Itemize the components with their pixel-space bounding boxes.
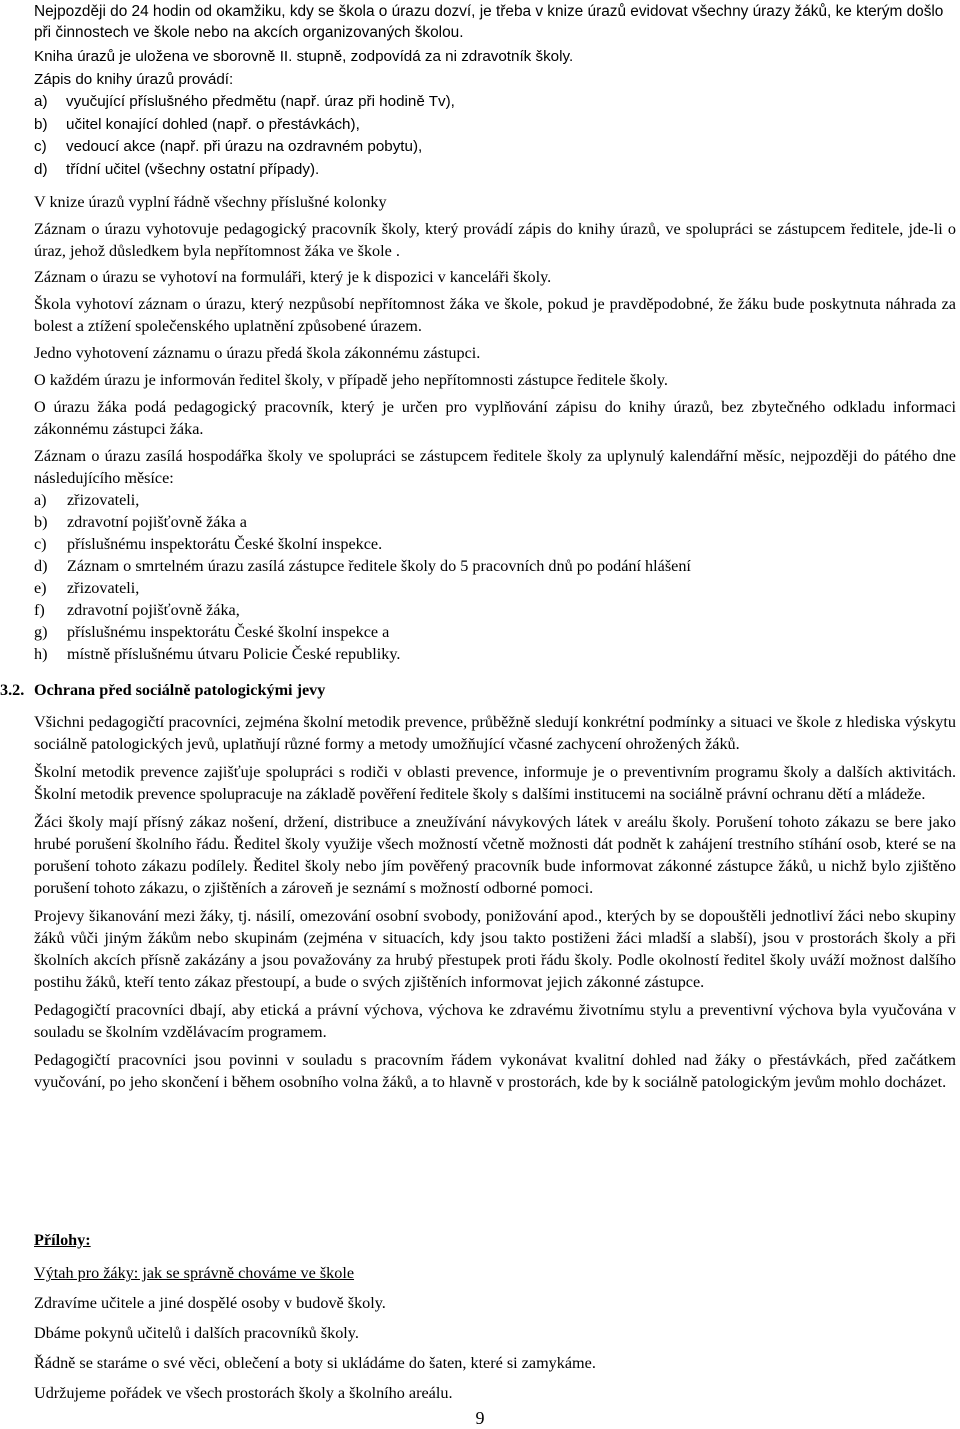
paragraph: Záznam o úrazu se vyhotoví na formuláři, který je k dispozici v kanceláři školy. xyxy=(34,268,552,286)
section-body xyxy=(34,711,956,1093)
list-text: zdravotní pojišťovně žáka, xyxy=(67,601,240,619)
list-item xyxy=(34,643,956,665)
list-marker: d) xyxy=(34,557,48,575)
appendix-subheading: Výtah pro žáky: jak se správně chováme ve škole xyxy=(34,1264,355,1282)
list-item xyxy=(34,599,956,621)
section-heading xyxy=(0,679,326,701)
list-text: zřizovateli, xyxy=(67,491,140,509)
list-marker: d) xyxy=(34,160,48,178)
list-item xyxy=(34,621,956,643)
list-item xyxy=(34,489,956,511)
paragraph: Projevy šikanování mezi žáky, tj. násilí, omezování osobní svobody, ponižování apod., kterých by se dopouštěli jednotliví žáci nebo skupiny žáků vůči jiným žákům nebo skupinám (zejména v situacích, kdy jsou takto postiženi žáci mladší a slabší), jsou v prostorách školy a při školních akcích přísně zakázány a jsou považovány za hrubý přestupek proti řádu školy. Podle okolností ředitel školy uváží možnost dalšího postihu žáků, kteří tento zákaz přestoupí, a bude o svých zjištěních informovat jejich zákonné zástupce. xyxy=(34,907,956,991)
list-item xyxy=(34,136,956,159)
paragraph: Školní metodik prevence zajišťuje spolupráci s rodiči v oblasti prevence, informuje je o preventivním programu školy a dalších aktivitách. Školní metodik prevence spolupracuje na základě pověření ředitele školy s dalšími institucemi na sociálně právní ochranu dětí a mládeže. xyxy=(34,763,956,803)
paragraph: Pedagogičtí pracovníci jsou povinni v souladu s pracovním řádem vykonávat kvalitní dohled nad žáky o přestávkách, před začátkem vyučování, po jeho skončení i během osobního volna žáků, a to hlavně v prostorách, kde by k sociálně patologickým jevům mohlo docházet. xyxy=(34,1051,956,1091)
recipient-list xyxy=(34,489,956,665)
list-item xyxy=(34,159,956,182)
list-item xyxy=(34,533,956,555)
paragraph: Všichni pedagogičtí pracovníci, zejména školní metodik prevence, průběžně sledují konkrétní podmínky a situaci ve škole z hlediska výskytu sociálně patologických jevů, uplatňují různé formy a metody umožňující včasné zachycení ohrožených žáků. xyxy=(34,713,956,753)
list-item xyxy=(34,91,956,114)
list-item xyxy=(34,577,956,599)
list-text: vedoucí akce (např. při úrazu na ozdravném pobytu), xyxy=(66,138,423,155)
paragraph: V knize úrazů vyplní řádně všechny příslušné kolonky xyxy=(34,193,387,211)
rule-line: Dbáme pokynů učitelů i dalších pracovníků školy. xyxy=(34,1324,359,1342)
list-marker: g) xyxy=(34,623,48,641)
injury-report-block xyxy=(34,191,956,665)
page-number: 9 xyxy=(475,1408,485,1428)
paragraph: O každém úrazu je informován ředitel školy, v případě jeho nepřítomnosti zástupce ředitele školy. xyxy=(34,371,668,389)
list-marker: a) xyxy=(34,93,48,110)
section-title: Ochrana před sociálně patologickými jevy xyxy=(34,681,326,699)
paragraph: Pedagogičtí pracovníci dbají, aby etická a právní výchova, výchova ke zdravému životnímu stylu a preventivní výchova byla vyučována v souladu se školním vzdělávacím programem. xyxy=(34,1001,956,1041)
list-item xyxy=(34,114,956,137)
list-marker: b) xyxy=(34,513,48,531)
list-marker: c) xyxy=(34,138,47,155)
list-marker: a) xyxy=(34,491,47,509)
list-text: učitel konající dohled (např. o přestávkách), xyxy=(66,115,360,133)
list-marker: e) xyxy=(34,579,47,597)
paragraph: Jedno vyhotovení záznamu o úrazu předá škola zákonnému zástupci. xyxy=(34,344,481,362)
list-text: zřizovateli, xyxy=(67,579,140,597)
paragraph: Kniha úrazů je uložena ve sborovně II. stupně, zodpovídá za ni zdravotník školy. xyxy=(34,48,574,65)
section-number: 3.2. xyxy=(0,681,25,699)
list-text: místně příslušnému útvaru Policie České republiky. xyxy=(67,645,401,663)
list-marker: b) xyxy=(34,115,48,133)
list-text: Záznam o smrtelném úrazu zasílá zástupce ředitele školy do 5 pracovních dnů po podání hlášení xyxy=(67,557,691,575)
list-marker: c) xyxy=(34,535,47,553)
paragraph: Záznam o úrazu zasílá hospodářka školy ve spolupráci se zástupcem ředitele školy za uplynulý kalendářní měsíc, nejpozději do pátého dne následujícího měsíce: xyxy=(34,447,956,487)
list-marker: h) xyxy=(34,645,48,663)
paragraph: Nejpozději do 24 hodin od okamžiku, kdy se škola o úrazu dozví, je třeba v knize úrazů evidovat všechny úrazy žáků, ke kterým došlo při činnostech ve škole nebo na akcích organizovaných školou. xyxy=(34,3,944,41)
rule-line: Zdravíme učitele a jiné dospělé osoby v budově školy. xyxy=(34,1294,386,1312)
list-item xyxy=(34,555,956,577)
list-text: třídní učitel (všechny ostatní případy). xyxy=(66,160,320,178)
list-item xyxy=(34,511,956,533)
recorder-list xyxy=(34,91,956,181)
list-text: příslušnému inspektorátu České školní inspekce a xyxy=(67,623,390,641)
list-text: příslušnému inspektorátu České školní inspekce. xyxy=(67,535,383,553)
paragraph: Zápis do knihy úrazů provádí: xyxy=(34,70,234,88)
rule-line: Řádně se staráme o své věci, oblečení a boty si ukládáme do šaten, které si zamykáme. xyxy=(34,1354,596,1372)
list-text: vyučující příslušného předmětu (např. úraz při hodině Tv), xyxy=(66,93,455,110)
list-marker: f) xyxy=(34,601,45,619)
paragraph: O úrazu žáka podá pedagogický pracovník, který je určen pro vyplňování zápisu do knihy úrazů, bez zbytečného odkladu informaci zákonnému zástupci žáka. xyxy=(34,398,956,438)
paragraph: Žáci školy mají přísný zákaz nošení, držení, distribuce a zneužívání návykových látek v areálu školy. Porušení tohoto zákazu se bere jako hrubé porušení školního řádu. Ředitel školy využije všech možností včetně možnosti dát podnět k zahájení trestního stíhání osob, které se na porušení tohoto zákazu podílely. Ředitel školy nebo jím pověřený pracovník bude informovat zákonné zástupce žáků, u nichž bylo zjištěno porušení tohoto zákazu, o zjištěních a zároveň je seznámí s možností odborné pomoci. xyxy=(34,813,956,897)
paragraph: Záznam o úrazu vyhotovuje pedagogický pracovník školy, který provádí zápis do knihy úrazů, ve spolupráci se zástupcem ředitele, jde-li o úraz, jehož důsledkem byla nepřítomnost žáka ve škole . xyxy=(34,220,956,260)
rule-line: Udržujeme pořádek ve všech prostorách školy a školního areálu. xyxy=(34,1384,453,1402)
appendix xyxy=(34,1229,956,1404)
paragraph: Škola vyhotoví záznam o úrazu, který nezpůsobí nepřítomnost žáka ve škole, pokud je pravděpodobné, že žáku bude poskytnuta náhrada za bolest a ztížení společenského uplatnění způsobené úrazem. xyxy=(34,295,956,335)
appendix-heading: Přílohy: xyxy=(34,1231,91,1249)
list-text: zdravotní pojišťovně žáka a xyxy=(67,513,247,531)
injury-record-intro xyxy=(34,1,956,181)
